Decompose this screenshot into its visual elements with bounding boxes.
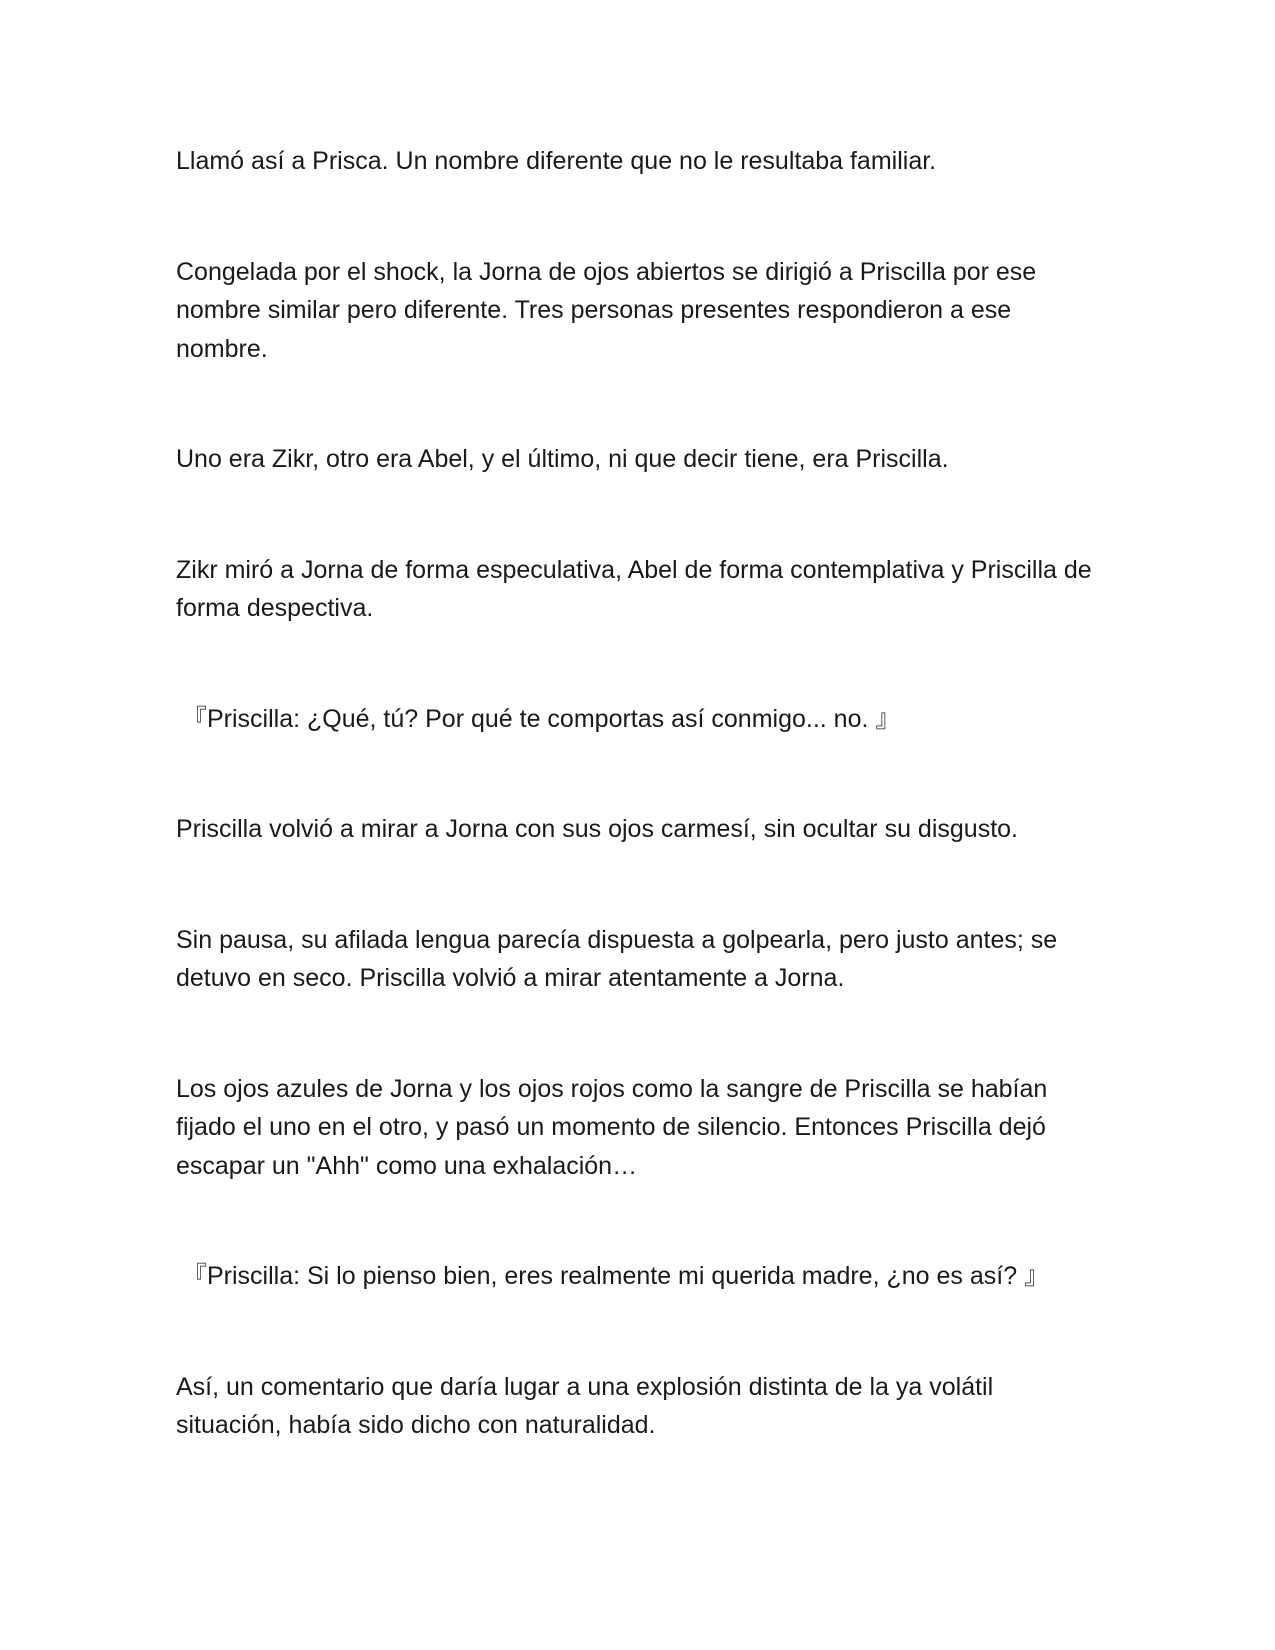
paragraph-7: Sin pausa, su afilada lengua parecía dispuesta a golpearla, pero justo antes; se detuvo en seco. Priscilla volvió a mirar atentamente a Jorna.	[176, 925, 1058, 992]
document-body	[176, 142, 1096, 1445]
paragraph-4: Zikr miró a Jorna de forma especulativa, Abel de forma contemplativa y Priscilla de forma despectiva.	[176, 555, 1092, 622]
paragraph-10: Así, un comentario que daría lugar a una explosión distinta de la ya volátil situación, había sido dicho con naturalidad.	[176, 1372, 994, 1439]
paragraph-8: Los ojos azules de Jorna y los ojos rojos como la sangre de Priscilla se habían fijado el uno en el otro, y pasó un momento de silencio. Entonces Priscilla dejó escapar un "Ahh" como una exhalación…	[176, 1074, 1048, 1180]
paragraph-1: Llamó así a Prisca. Un nombre diferente que no le resultaba familiar.	[176, 147, 937, 175]
paragraph-6: Priscilla volvió a mirar a Jorna con sus ojos carmesí, sin ocultar su disgusto.	[176, 815, 1018, 843]
paragraph-3: Uno era Zikr, otro era Abel, y el último, ni que decir tiene, era Priscilla.	[176, 445, 949, 473]
paragraph-2: Congelada por el shock, la Jorna de ojos abiertos se dirigió a Priscilla por ese nombre similar pero diferente. Tres personas presentes respondieron a ese nombre.	[176, 257, 1037, 363]
dialogue-2: 『Priscilla: Si lo pienso bien, eres realmente mi querida madre, ¿no es así? 』	[182, 1262, 1050, 1290]
dialogue-1: 『Priscilla: ¿Qué, tú? Por qué te comportas así conmigo... no. 』	[182, 704, 901, 733]
